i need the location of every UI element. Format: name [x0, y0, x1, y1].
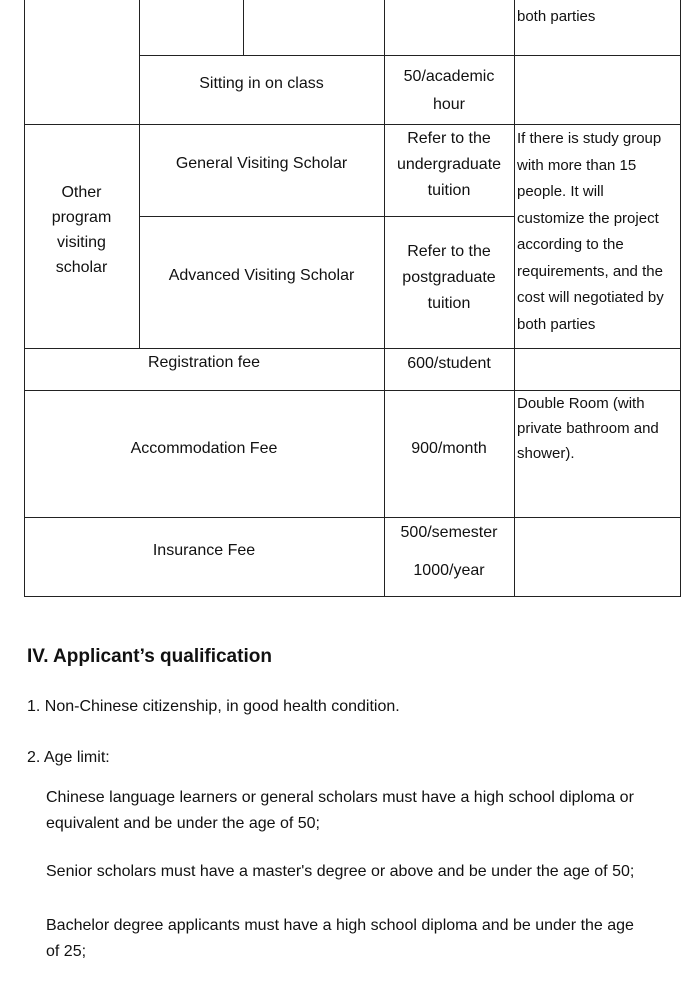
- group-label-line: scholar: [55, 259, 108, 276]
- table-rule: [24, 0, 25, 597]
- visiting-scholar-note: [514, 126, 680, 338]
- qualification-item-1: 1. Non-Chinese citizenship, in good health condition.: [27, 698, 400, 715]
- registration-fee-value: 600/student: [407, 355, 491, 372]
- section-heading: IV. Applicant’s qualification: [27, 646, 272, 667]
- sitting-fee: [384, 63, 514, 119]
- paragraph-line: Chinese language learners or general scholars must have a high school diploma or: [46, 789, 634, 806]
- advanced-fee-line: Refer to the: [407, 243, 491, 260]
- insurance-fee-value: [384, 518, 514, 594]
- accommodation-note-line: Double Room (with: [517, 395, 645, 412]
- note-line: with more than 15: [517, 156, 637, 174]
- accommodation-fee-label: Accommodation Fee: [130, 440, 278, 457]
- note-line: both parties: [517, 315, 596, 333]
- note-line: If there is study group: [517, 130, 662, 147]
- general-fee-line: Refer to the: [407, 130, 491, 147]
- advanced-visiting-scholar-label: Advanced Visiting Scholar: [168, 267, 355, 284]
- sitting-label: Sitting in on class: [199, 74, 324, 92]
- general-fee-line: undergraduate: [396, 156, 502, 173]
- advanced-fee-line: tuition: [427, 295, 471, 312]
- note-line: according to the: [517, 236, 624, 253]
- other-program-visiting-scholar-label: [24, 180, 139, 290]
- group-label-line: Other: [61, 184, 102, 201]
- note-line: cost will negotiated by: [517, 289, 664, 306]
- note-line: customize the project: [517, 209, 659, 227]
- accommodation-note: [514, 391, 680, 471]
- advanced-fee-line: postgraduate: [402, 269, 496, 286]
- insurance-fee-line1: 500/semester: [400, 524, 498, 541]
- age-limit-paragraph-1: [46, 785, 634, 837]
- group-label-line: program: [51, 209, 112, 226]
- paragraph-line: of 25;: [46, 943, 87, 960]
- registration-fee-label: Registration fee: [147, 354, 261, 371]
- note-line: requirements, and the: [517, 262, 663, 280]
- qualification-item-2: 2. Age limit:: [27, 749, 110, 766]
- accommodation-note-line: private bathroom and: [517, 420, 659, 437]
- table-rule: [680, 0, 681, 597]
- note-line: people. It will: [517, 183, 604, 200]
- general-visiting-scholar-fee: [384, 126, 514, 204]
- table-rule: [139, 216, 514, 217]
- table-rule: [24, 596, 680, 597]
- paragraph-line: Bachelor degree applicants must have a high school diploma and be under the age: [46, 917, 634, 934]
- table-rule: [24, 124, 680, 125]
- general-fee-line: tuition: [427, 182, 471, 199]
- insurance-fee-line2: 1000/year: [413, 562, 485, 579]
- age-limit-paragraph-3: [46, 913, 634, 965]
- sitting-fee-line1: 50/academic: [403, 68, 495, 85]
- sitting-fee-line2: hour: [432, 96, 466, 113]
- accommodation-note-line: shower).: [517, 445, 575, 462]
- insurance-fee-label: Insurance Fee: [152, 542, 256, 559]
- advanced-visiting-scholar-fee: [384, 239, 514, 317]
- paragraph-line: equivalent and be under the age of 50;: [46, 815, 320, 832]
- age-limit-paragraph-2: Senior scholars must have a master's degree or above and be under the age of 50;: [46, 863, 635, 880]
- accommodation-fee-value: 900/month: [411, 440, 487, 457]
- table-rule: [243, 0, 244, 56]
- general-visiting-scholar-label: General Visiting Scholar: [175, 155, 348, 172]
- group-label-line: visiting: [57, 234, 106, 251]
- row0-note: both parties: [517, 8, 596, 25]
